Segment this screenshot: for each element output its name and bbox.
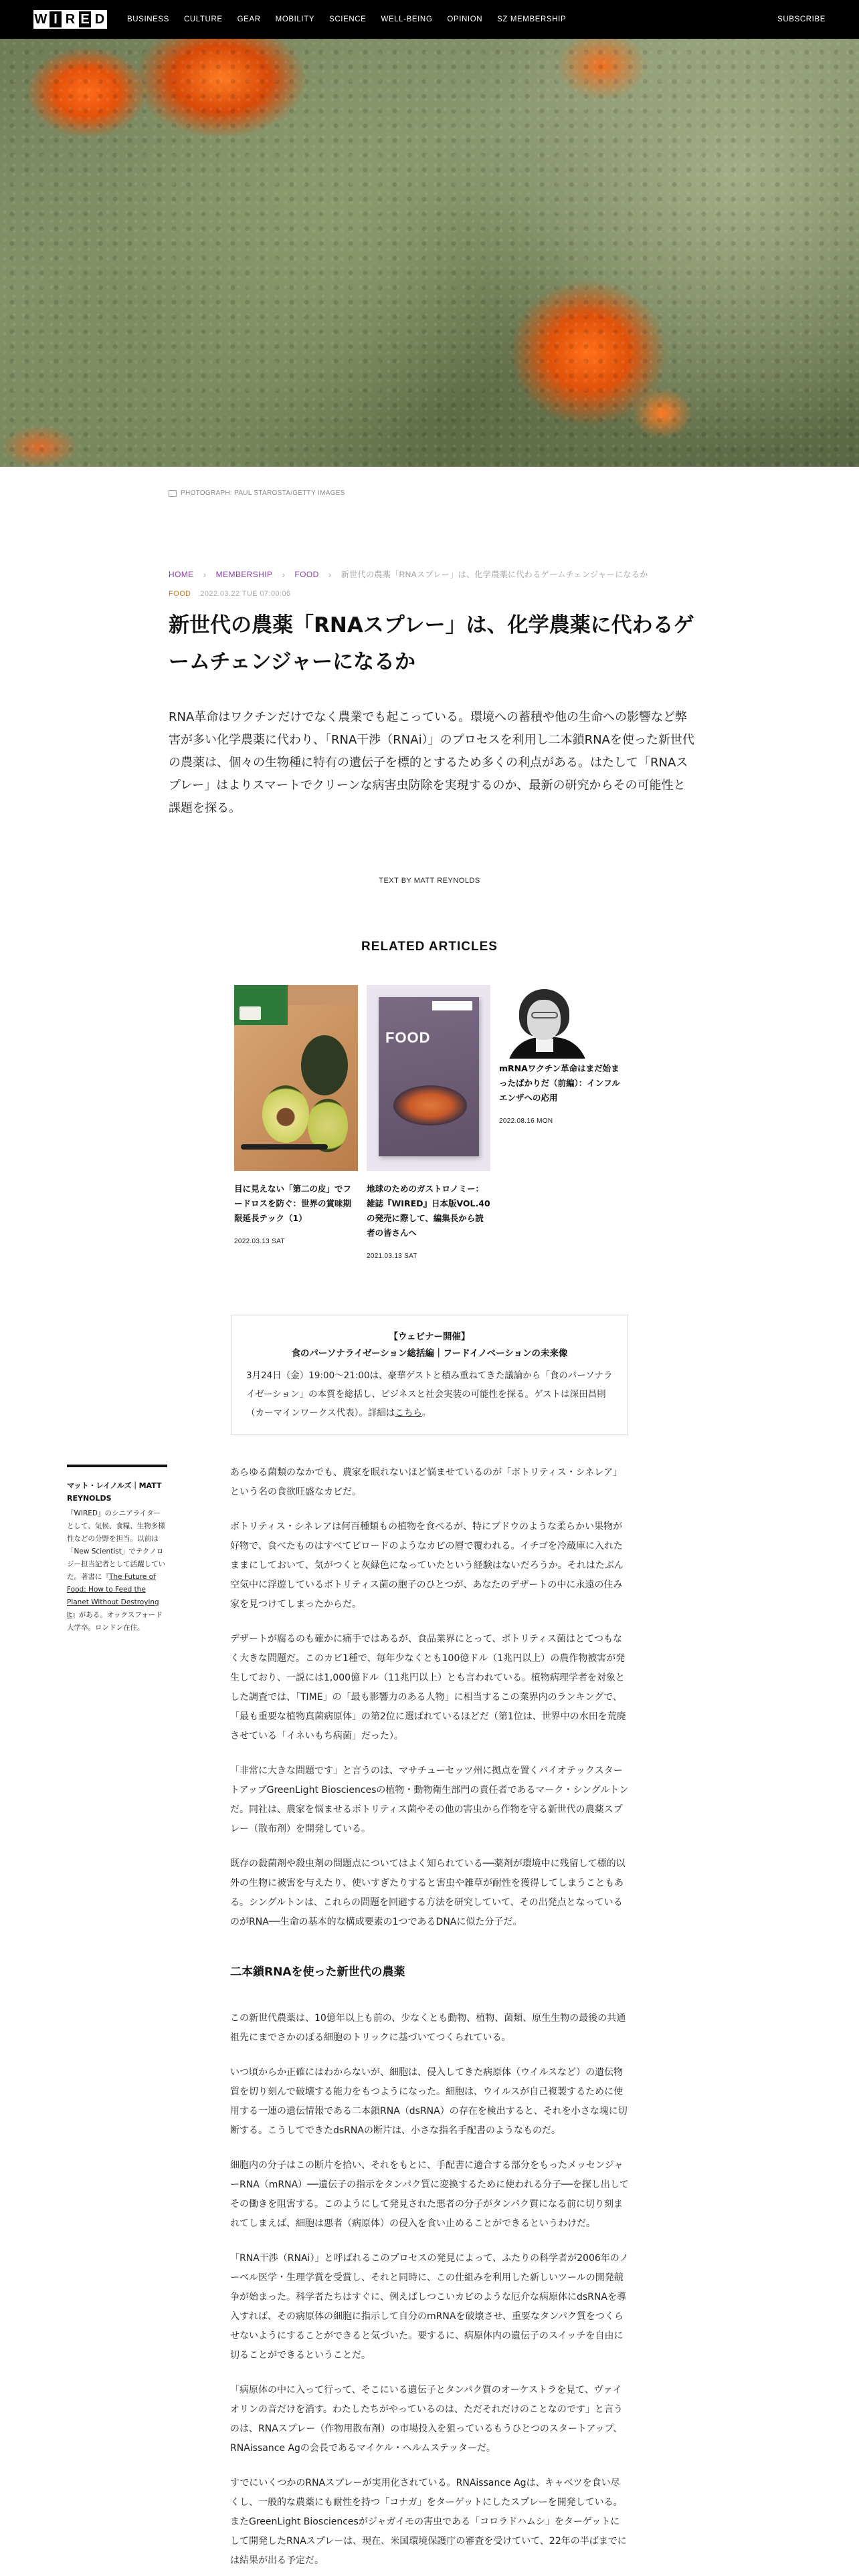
- related-card-title[interactable]: 地球のためのガストロノミー：雑誌『WIRED』日本版VOL.40の発売に際して、編集長から読者の皆さんへ: [367, 1184, 490, 1238]
- breadcrumb-home[interactable]: HOME: [169, 569, 194, 579]
- related-articles-heading: RELATED ARTICLES: [361, 940, 498, 954]
- breadcrumb-membership[interactable]: MEMBERSHIP: [215, 569, 273, 579]
- body-paragraph: いつ頃からか正確にはわからないが、細胞は、侵入してきた病原体（ウイルスなど）の遺伝物質を切り刻んで破壊する能力をもつようになった。細胞は、ウイルスが自己複製するために使用する一連の遺伝情報である二本鎖RNA（dsRNA）の存在を検出すると、それを小さな塊に切断する。こうしてできたdsRNAの断片は、小さな指名手配書のようなものだ。: [230, 2067, 628, 2136]
- webinar-subheading: 食のパーソナライゼーション総括編｜フードイノベーションの未来像: [291, 1348, 568, 1359]
- top-nav: [0, 0, 859, 39]
- related-card-image[interactable]: [234, 985, 358, 1171]
- body-paragraph: すでにいくつかのRNAスプレーが実用化されている。RNAissance Agは、キャベツを食い尽くし、一般的な農薬にも耐性を持つ「コナガ」をターゲットにしたスプレーを開発している。またGreenLight Biosciencesがジャガイモの害虫である「コロラドハムシ」をターゲットにして開発したRNAスプレーは、現在、米国環境保護庁の審査を受けていて、22年の半ばまでには結果が出る予定だ。: [230, 2478, 627, 2566]
- magazine-cover-text: FOOD: [385, 1029, 431, 1046]
- body-paragraph: ボトリティス・シネレアは何百種類もの植物を食べるが、特にブドウのような柔らかい果物が好物で、食べたものはすべてビロードのようなカビの層で覆われる。イチゴを冷蔵庫に入れたままにしておいて、気がつくと灰緑色になっていたという経験はないだろうか。それはたぶん空気中に浮遊しているボトリティス菌の胞子のひとつが、あなたのデザートの中に永遠の住み家を見つけてしまったからだ。: [230, 1521, 624, 1610]
- breadcrumb-current: 新世代の農薬「RNAスプレー」は、化学農薬に代わるゲームチェンジャーになるか: [341, 570, 648, 579]
- article-body: [230, 1463, 629, 2576]
- divider: [67, 1465, 167, 1467]
- byline: TEXT BY MATT REYNOLDS: [379, 877, 480, 885]
- hero-image: [0, 39, 859, 467]
- logo-letter: D: [92, 10, 107, 29]
- hero-texture: [0, 39, 859, 467]
- body-paragraph: 「病原体の中に入って行って、そこにいる遺伝子とタンパク質のオーケストラを見て、ヴァイオリンの音だけを消す。わたしたちがやっているのは、ただそれだけのことなのです」と言うのは、RNAスプレー（作物用散布剤）の市場投入を狙っているもうひとつのスタートアップ、RNAissance Agの会長であるマイケル・ヘルムステッターだ。: [230, 2385, 623, 2454]
- logo-letter: I: [48, 10, 63, 29]
- author-name[interactable]: マット・レイノルズ｜MATT REYNOLDS: [67, 1481, 162, 1503]
- related-card-date: 2021.03.13 SAT: [367, 1253, 417, 1260]
- body-paragraph: 「RNA干渉（RNAi）」と呼ばれるこのプロセスの発見によって、ふたりの科学者が2006年のノーベル医学・生理学賞を受賞し、それと同時に、この仕組みを利用した新しいツールの開発競争が始まった。科学者たちはすぐに、例えばしつこいカビのような厄介な病原体にdsRNAを導入すれば、その病原体の細胞に指示して自分のmRNAを破壊させ、重要なタンパク質をつくらせないようにすることができると気づいた。要するに、病原体内の遺伝子のスイッチを自由に切ることができるということだ。: [230, 2253, 629, 2361]
- wired-logo[interactable]: [33, 10, 107, 29]
- related-card[interactable]: [499, 985, 623, 1125]
- nav-link-sz-membership[interactable]: SZ MEMBERSHIP: [497, 15, 567, 23]
- nav-link-gear[interactable]: GEAR: [237, 15, 261, 23]
- related-card-date: 2022.03.13 SAT: [234, 1238, 285, 1245]
- body-paragraph: この新世代農薬は、10億年以上も前の、少なくとも動物、植物、菌類、原生生物の最後の共通祖先にまでさかのぼる細胞のトリックに基づいてつくられている。: [230, 2013, 626, 2043]
- nav-link-well-being[interactable]: WELL-BEING: [381, 15, 433, 23]
- related-card[interactable]: [367, 985, 490, 1260]
- publish-date: 2022.03.22 TUE 07:00:06: [200, 590, 291, 598]
- related-card-image[interactable]: [499, 985, 623, 1059]
- breadcrumb: [169, 568, 648, 580]
- webinar-box: [231, 1315, 628, 1435]
- nav-link-culture[interactable]: CULTURE: [183, 15, 223, 23]
- body-paragraph: あらゆる菌類のなかでも、農家を眠れないほど悩ませているのが「ボトリティス・シネレア」という名の食欲旺盛なカビだ。: [230, 1467, 623, 1497]
- camera-icon: [169, 490, 177, 497]
- author-sidebar: [67, 1465, 167, 1634]
- webinar-details-link[interactable]: こちら: [395, 1408, 422, 1418]
- webinar-body: 3月24日（金）19:00〜21:00は、豪華ゲストと積み重ねてきた議論から「食のパーソナライゼーション」の本質を総括し、ビジネスと社会実装の可能性を探る。ゲストは深田昌則（カーマインワークス代表）。詳細はこちら。: [246, 1370, 613, 1418]
- chevron-right-icon: ›: [328, 568, 332, 580]
- article-dek: RNA革命はワクチンだけでなく農業でも起こっている。環境への蓄積や他の生命への影響など弊害が多い化学農薬に代わり、「RNA干渉（RNAi）」のプロセスを利用し二本鎖RNAを使った新世代の農薬は、個々の生物種に特有の遺伝子を標的とするため多くの利点がある。はたして「RNAスプレー」はよりスマートでクリーンな病害虫防除を実現するのか、最新の研究からその可能性と課題を探る。: [169, 710, 694, 815]
- nav-link-science[interactable]: SCIENCE: [329, 15, 367, 23]
- chevron-right-icon: ›: [282, 568, 286, 580]
- author-book-link[interactable]: The Future of Food: How to Feed the Planet Without Destroying It: [67, 1573, 159, 1619]
- article-meta: [169, 590, 290, 598]
- subscribe-link[interactable]: SUBSCRIBE: [777, 15, 826, 23]
- photo-credit-text: PHOTOGRAPH: PAUL STAROSTA/GETTY IMAGES: [181, 490, 345, 497]
- body-paragraph: 細胞内の分子はこの断片を拾い、それをもとに、手配書に適合する部分をもったメッセンジャーRNA（mRNA）──遺伝子の指示をタンパク質に変換するために使われる分子──を探し出してその働きを阻害する。このようにして発見された悪者の分子がタンパク質になる前に切り刻まれてしまえば、細胞は悪者（病原体）の侵入を食い止めることができるというわけだ。: [230, 2160, 629, 2229]
- related-card-date: 2022.08.16 MON: [499, 1117, 553, 1125]
- body-paragraph: デザートが腐るのも確かに痛手ではあるが、食品業界にとって、ボトリティス菌はとてつもなく大きな問題だ。このカビ1種で、毎年少なくとも100億ドル（1兆円以上）の農作物被害が発生しており、一説には1,000億ドル（11兆円以上）とも言われている。植物病理学者を対象とした調査では、「TIME」の「最も影響力のある人物」に相当するこの業界内のランキングで、「最も重要な植物真菌病原体」の第2位に選ばれているほどだ（第1位は、世界中の水田を荒廃させている「イネいもち病菌」だった）。: [230, 1634, 626, 1741]
- category-tag[interactable]: FOOD: [169, 590, 191, 598]
- logo-letter: R: [63, 10, 78, 29]
- chevron-right-icon: ›: [203, 568, 207, 580]
- nav-link-business[interactable]: BUSINESS: [127, 15, 169, 23]
- nav-link-mobility[interactable]: MOBILITY: [275, 15, 315, 23]
- body-paragraph: 「非常に大きな問題です」と言うのは、マサチューセッツ州に拠点を置くバイオテックスタートアップGreenLight Biosciencesの植物・動物衛生部門の責任者であるマーク・シングルトンだ。同社は、農家を悩ませるボトリティス菌やその他の害虫から作物を守る新世代の農薬スプレー（散布剤）を開発している。: [230, 1765, 629, 1834]
- related-card[interactable]: [234, 985, 358, 1245]
- webinar-heading: 【ウェビナー開催】: [389, 1331, 470, 1342]
- article-title: 新世代の農薬「RNAスプレー」は、化学農薬に代わるゲームチェンジャーになるか: [169, 613, 694, 674]
- related-card-image[interactable]: [367, 985, 490, 1171]
- body-paragraph: 既存の殺菌剤や殺虫剤の問題点についてはよく知られている──薬剤が環境中に残留して標的以外の生物に被害を与えたり、使いすぎたりすると害虫や雑草が耐性を獲得してしまうこともある。シングルトンは、これらの問題を回避する方法を研究していて、その出発点となっているのがRNA──生命の基本的な構成要素の1つであるDNAに似た分子だ。: [230, 1858, 626, 1927]
- breadcrumb-food[interactable]: FOOD: [294, 569, 319, 579]
- nav-link-opinion[interactable]: OPINION: [447, 15, 483, 23]
- related-card-title[interactable]: mRNAワクチン革命はまだ始まったばかりだ（前編）：インフルエンザへの応用: [499, 1063, 620, 1103]
- logo-letter: W: [33, 10, 48, 29]
- author-bio: 『WIRED』のシニアライターとして、気候、食糧、生物多様性などの分野を担当。以前は「New Scientist」でテクノロジー担当記者として活躍していた。著書に『The Future of Food: How to Feed the Planet Without Destroying It』がある。オックスフォード大学卒。ロンドン在住。: [67, 1509, 165, 1632]
- nav-links: [127, 15, 566, 23]
- photo-credit: [169, 490, 345, 497]
- related-card-title[interactable]: 目に見えない「第二の皮」でフードロスを防ぐ：世界の賞味期限延長テック（1）: [234, 1184, 352, 1223]
- section-heading: 二本鎖RNAを使った新世代の農薬: [230, 1965, 405, 1979]
- logo-letter: E: [78, 10, 92, 29]
